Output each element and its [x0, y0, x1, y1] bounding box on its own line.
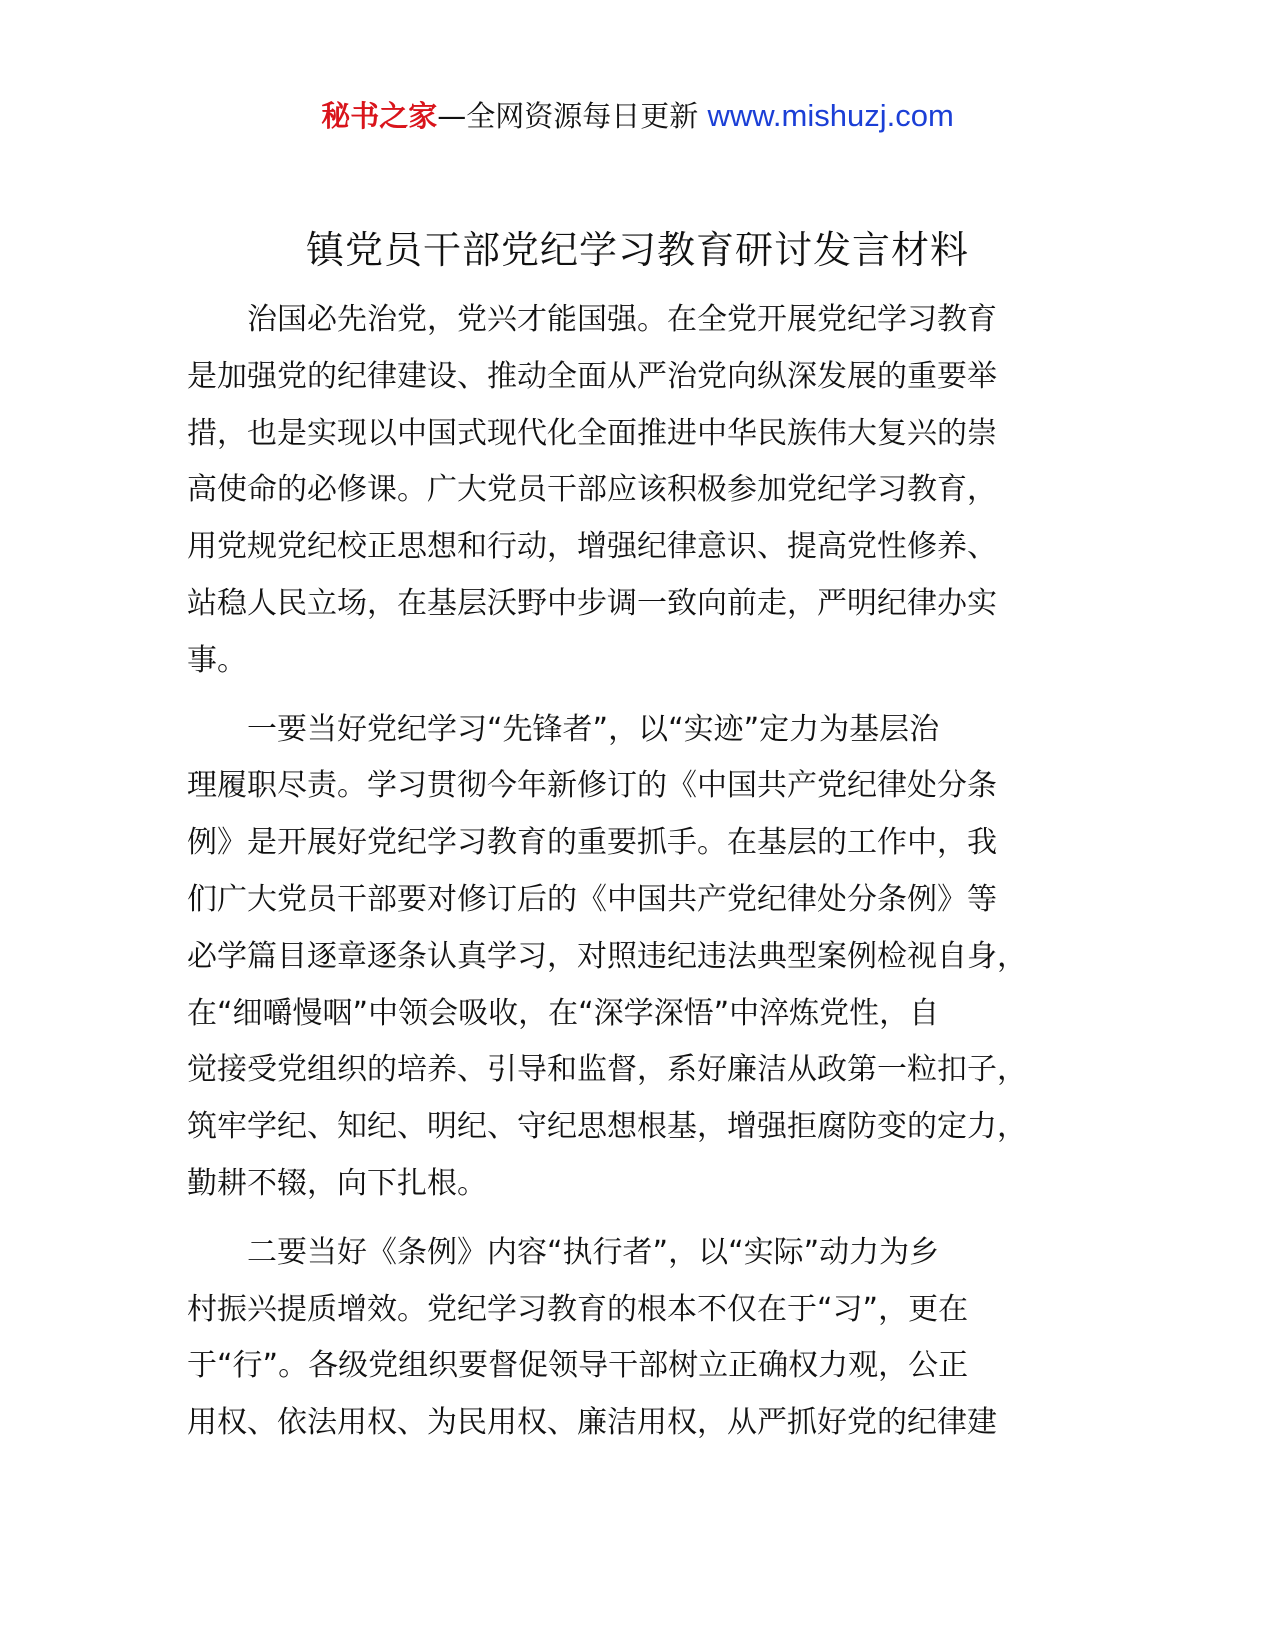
paragraph-line: 勤耕不辍，向下扎根。: [187, 1165, 487, 1201]
paragraph-line: 措，也是实现以中国式现代化全面推进中华民族伟大复兴的崇: [187, 415, 997, 451]
paragraph-point-one: [187, 702, 1107, 1213]
paragraph-line: 一要当好党纪学习“先锋者”，以“实迹”定力为基层治: [247, 711, 940, 747]
paragraph-line: 们广大党员干部要对修订后的《中国共产党纪律处分条例》等: [187, 881, 997, 917]
paragraph-line: 是加强党的纪律建设、推动全面从严治党向纵深发展的重要举: [187, 358, 997, 394]
document-title: 镇党员干部党纪学习教育研讨发言材料: [305, 228, 969, 272]
paragraph-line: 高使命的必修课。广大党员干部应该积极参加党纪学习教育，: [187, 472, 997, 508]
paragraph-line: 村振兴提质增效。党纪学习教育的根本不仅在于“习”，更在: [187, 1291, 969, 1327]
paragraph-line: 筑牢学纪、知纪、明纪、守纪思想根基，增强拒腐防变的定力，: [187, 1109, 1027, 1145]
paragraph-line: 觉接受党组织的培养、引导和监督，系好廉洁从政第一粒扣子，: [187, 1052, 1027, 1088]
paragraph-line: 理履职尽责。学习贯彻今年新修订的《中国共产党纪律处分条: [187, 768, 997, 804]
paragraph-point-two: [187, 1225, 1107, 1452]
header-site-link[interactable]: www.mishuzj.com: [707, 98, 954, 133]
paragraph-intro: [187, 292, 1107, 690]
document-body: [187, 292, 1107, 1464]
paragraph-line: 必学篇目逐章逐条认真学习，对照违纪违法典型案例检视自身，: [187, 938, 1027, 974]
paragraph-line: 在“细嚼慢咽”中领会吸收，在“深学深悟”中淬炼党性，自: [187, 995, 940, 1031]
paragraph-line: 于“行”。各级党组织要督促领导干部树立正确权力观，公正: [187, 1348, 969, 1384]
header-brand: 秘书之家: [321, 99, 438, 133]
page-header: [0, 96, 1275, 136]
paragraph-line: 治国必先治党，党兴才能国强。在全党开展党纪学习教育: [247, 302, 997, 337]
paragraph-line: 用党规党纪校正思想和行动，增强纪律意识、提高党性修养、: [187, 529, 997, 565]
paragraph-line: 二要当好《条例》内容“执行者”，以“实际”动力为乡: [247, 1234, 940, 1270]
paragraph-line: 用权、依法用权、为民用权、廉洁用权，从严抓好党的纪律建: [187, 1405, 997, 1441]
paragraph-line: 站稳人民立场，在基层沃野中步调一致向前走，严明纪律办实: [187, 585, 997, 621]
paragraph-line: 例》是开展好党纪学习教育的重要抓手。在基层的工作中，我: [187, 825, 997, 861]
header-tagline: —全网资源每日更新: [437, 99, 699, 133]
paragraph-line: 事。: [187, 642, 247, 678]
